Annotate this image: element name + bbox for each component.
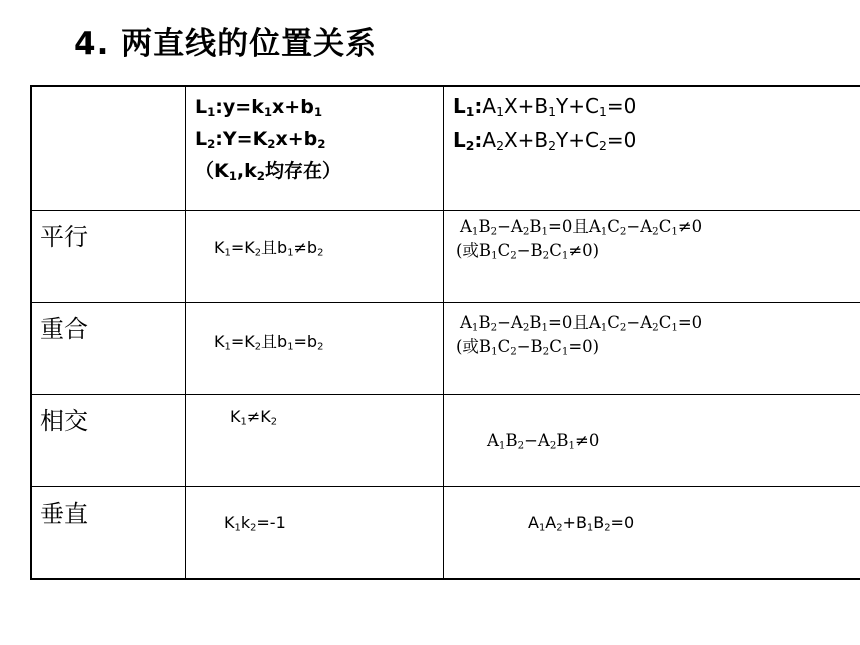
header-general-form [453,89,636,157]
coincide-general-condition: $A_1B_2-A_2B_1=0$且$A_1C_2-A_2C_1=0$ (或$B_1C_2-B_2C_1=0$) [456,313,703,358]
row-divider [30,394,860,395]
parallel-general-condition: $A_1B_2-A_2B_1=0$且$A_1C_2-A_2C_1\ne 0$ (或$B_1C_2-B_2C_1\ne 0$) [456,217,703,262]
intersect-general-condition: $A_1B_2-A_2B_1\ne 0$ [487,431,600,452]
row-label-coincide: 重合 [40,315,88,343]
slope-form-condition: （$K_1,k_2$均存在） [195,160,341,183]
row-divider [30,210,860,211]
slope-form-line2: $L_2:Y=K_2x+b_2$ [195,128,326,151]
column-divider [185,85,186,580]
table-border-bottom [30,578,860,580]
row-divider [30,302,860,303]
row-label-intersect: 相交 [40,407,88,435]
row-label-parallel: 平行 [40,223,88,251]
parallel-slope-condition: $K_1=K_2$且$b_1\ne b_2$ [214,238,324,259]
table-border-left [30,85,32,580]
perpendicular-slope-condition: $K_1k_2=-1$ [224,513,286,534]
table-border-top [30,85,860,87]
relations-table [30,85,860,580]
general-form-line2: $L_2:A_2X+B_2Y+C_2=0$ [453,128,637,154]
perpendicular-general-condition: $A_1A_2+B_1B_2=0$ [528,513,635,534]
header-slope-form [195,91,341,187]
row-divider [30,486,860,487]
intersect-slope-condition: $K_1\ne K_2$ [230,407,278,428]
column-divider [443,85,444,580]
page-title: 4. 两直线的位置关系 [74,26,378,62]
row-label-perpendicular: 垂直 [40,500,88,528]
general-form-line1: $L_1:A_1X+B_1Y+C_1=0$ [453,94,637,120]
slope-form-line1: $L_1:y=k_1x+b_1$ [195,96,322,119]
coincide-slope-condition: $K_1=K_2$且$b_1=b_2$ [214,332,324,353]
